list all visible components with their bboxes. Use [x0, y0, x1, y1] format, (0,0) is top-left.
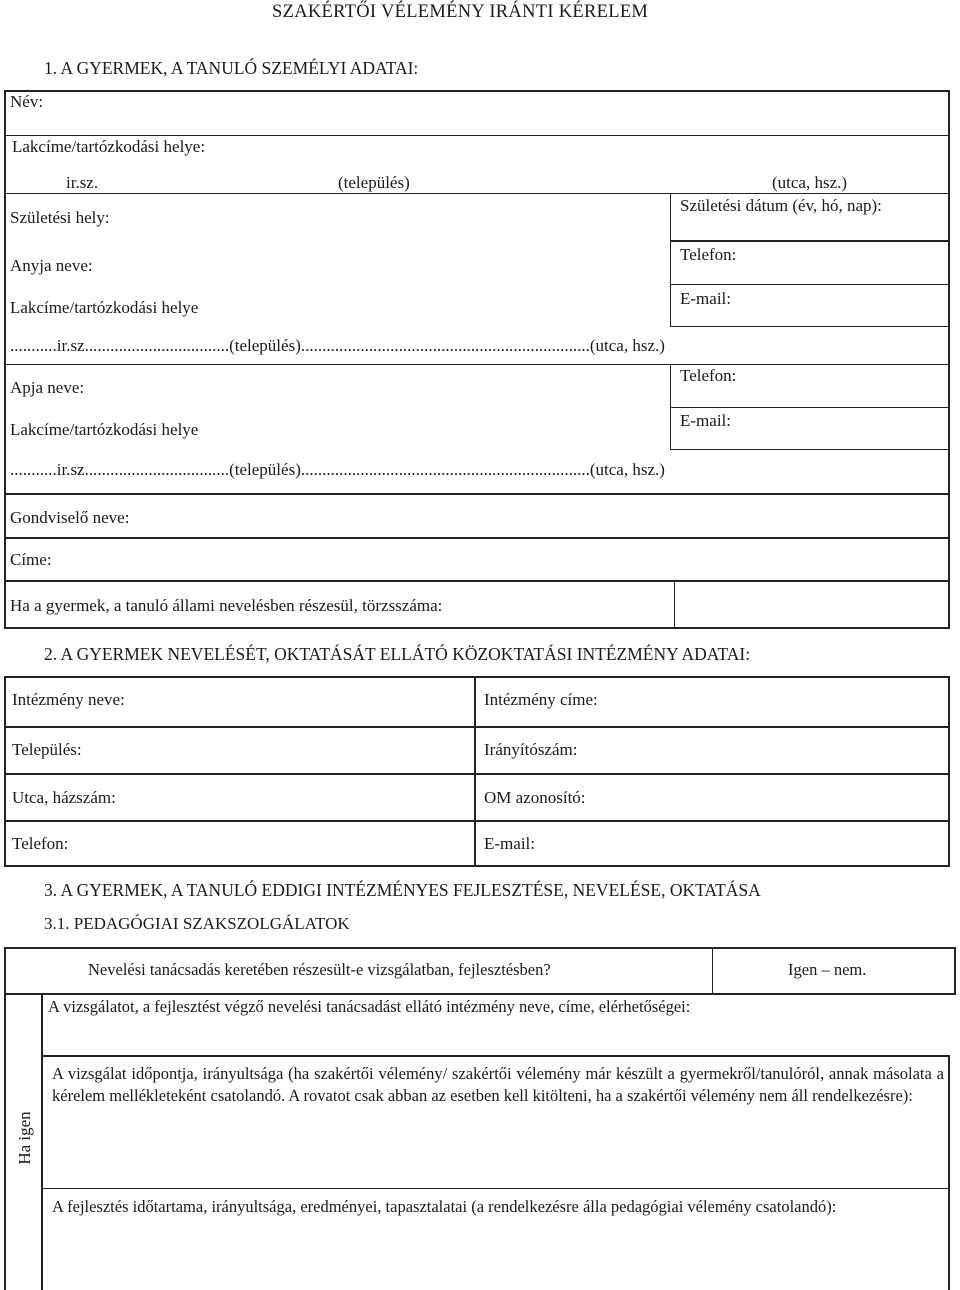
father-address-label: Lakcíme/tartózkodási helye [10, 420, 199, 439]
section3-subheading: 3.1. PEDAGÓGIAI SZAKSZOLGÁLATOK [44, 914, 350, 933]
section2-heading: 2. A GYERMEK NEVELÉSÉT, OKTATÁSÁT ELLÁTÓ KÖZOKTATÁSI INTÉZMÉNY ADATAI: [44, 644, 751, 664]
institution-phone-label: Telefon: [12, 834, 69, 853]
guardian-address-label: Címe: [10, 550, 52, 569]
institution-email-label: E-mail: [484, 834, 535, 853]
mother-name-label: Anyja neve: [10, 256, 93, 275]
institution-address-label: Intézmény címe: [484, 690, 598, 709]
mother-phone-label: Telefon: [680, 245, 737, 264]
postcode-label: ir.sz. [66, 173, 99, 192]
settlement-label: (település) [338, 173, 410, 192]
child-address-label: Lakcíme/tartózkodási helye: [12, 137, 206, 156]
counseling-question: Nevelési tanácsadás keretében részesült-e vizsgálatban, fejlesztésben? [88, 960, 551, 979]
state-care-id-label: Ha a gyermek, a tanuló állami nevelésben részesül, törzsszáma: [10, 596, 443, 615]
institution-name-label: Intézmény neve: [12, 690, 125, 709]
institution-details-label: A vizsgálatot, a fejlesztést végző nevelési tanácsadást ellátó intézmény neve, címe, elérhetőségei: [48, 997, 691, 1016]
child-name-label: Név: [10, 92, 44, 111]
settlement-label-2: Település: [12, 740, 82, 759]
father-name-label: Apja neve: [10, 378, 85, 397]
father-email-label: E-mail: [680, 411, 731, 430]
section3-heading: 3. A GYERMEK, A TANULÓ EDDIGI INTÉZMÉNYES FEJLESZTÉSE, NEVELÉSE, OKTATÁSA [44, 880, 761, 900]
father-phone-label: Telefon: [680, 366, 737, 385]
street-label: (utca, hsz.) [772, 173, 848, 192]
examination-details-text: A vizsgálat időpontja, irányultsága (ha szakértői vélemény/ szakértői vélemény már készült a gyermekről/tanulóról, annak másolata a kérelem mellékleteként csatolandó. A rovatot csak abban az esetben kell kitölteni, ha a szakértői vélemény nem áll rendelkezésre): [52, 1064, 944, 1105]
om-id-label: OM azonosító: [484, 788, 586, 807]
birth-date-label: Születési dátum (év, hó, nap): [680, 196, 882, 215]
postcode-label-2: Irányítószám: [484, 740, 578, 759]
birth-place-label: Születési hely: [10, 208, 110, 227]
document-title: SZAKÉRTŐI VÉLEMÉNY IRÁNTI KÉRELEM [272, 2, 649, 22]
mother-address-line: ...........ir.sz..................................(település)....................................................................(utca, hsz.) [10, 336, 665, 355]
section1-heading: 1. A GYERMEK, A TANULÓ SZEMÉLYI ADATAI: [44, 58, 419, 78]
if-yes-side-label: Ha igen [15, 1111, 34, 1165]
father-address-line: ...........ir.sz..................................(település)....................................................................(utca, hsz.) [10, 460, 665, 479]
development-details-text: A fejlesztés időtartama, irányultsága, eredményei, tapasztalatai (a rendelkezésre álla pedagógiai vélemény csatolandó): [52, 1197, 837, 1216]
street-label-2: Utca, házszám: [12, 788, 116, 807]
yes-no-answer: Igen – nem. [788, 960, 867, 979]
guardian-name-label: Gondviselő neve: [10, 508, 130, 527]
mother-address-label: Lakcíme/tartózkodási helye [10, 298, 199, 317]
mother-email-label: E-mail: [680, 289, 731, 308]
